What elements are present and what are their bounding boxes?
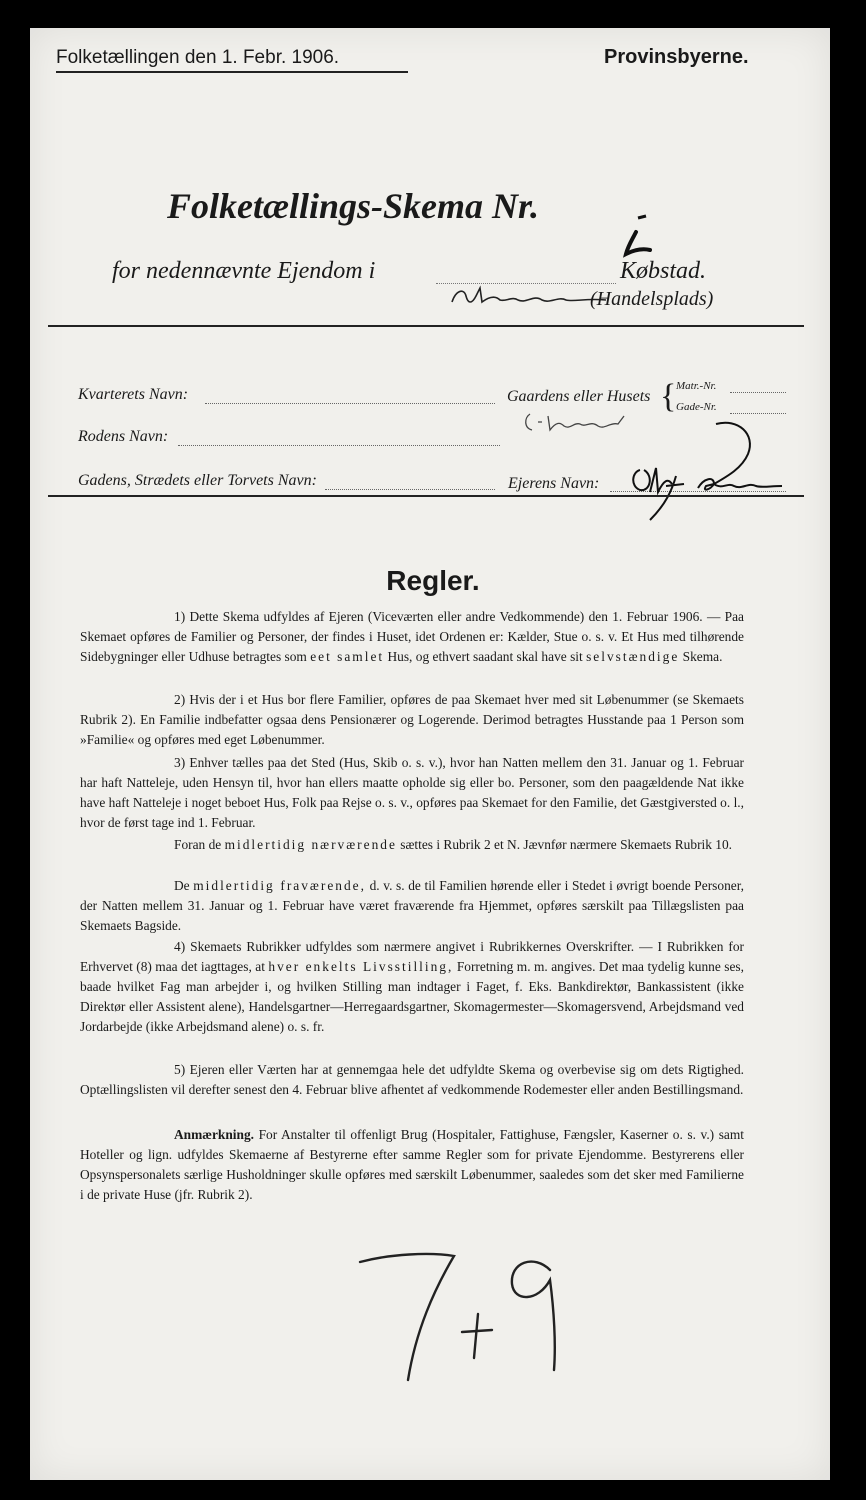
brace-symbol: { [660, 378, 677, 415]
gade-field[interactable] [325, 488, 495, 490]
handwritten-owner-signature [610, 414, 790, 526]
matr-field[interactable] [730, 391, 786, 393]
rule-4 [80, 937, 744, 1037]
rule-3-absent-text-b: d. v. s. de til Familien hørende eller i Stedet i øvrigt boende Personer, der Natten mellem 31. Januar og 1. Februar have været fraværende fra Hjemmet, opføres særskilt paa Tillægslisten paa Skemaets Bagside. [80, 878, 744, 933]
rule-1 [80, 607, 744, 667]
form-subtitle: for nedennævnte Ejendom i [112, 258, 376, 284]
rule-1-text-c: Skema. [682, 649, 723, 664]
handwritten-schema-number [598, 210, 678, 260]
matr-label: Matr.-Nr. [676, 380, 717, 392]
ejer-label: Ejerens Navn: [508, 475, 600, 492]
kvarter-field[interactable] [205, 402, 495, 404]
rule-3-present [80, 835, 744, 855]
handwritten-pencil-number [350, 1240, 580, 1390]
annotation-note [80, 1125, 744, 1205]
header-region: Provinsbyerne. [604, 46, 749, 68]
rule-3: 3) Enhver tælles paa det Sted (Hus, Skib o. s. v.), hvor han Natten mellem den 31. Januar og 1. Februar har haft Natteleje, uden Hensyn til, hvor han ellers maatte opholde sig eller bo. Personer, som den paagældende Nat ikke have haft Natteleje i noget beboet Hus, Folk paa Rejse o. s. v., opføres paa Skemaet for den Familie, det Gæstgiversted o. l., hvor de først tage ind 1. Februar. [80, 755, 744, 830]
annotation-text: For Anstalter til offenligt Brug (Hospitaler, Fattighuse, Fængsler, Kaserner o. s. v.) samt Hoteller og lign. udfyldes Skemaerne af Bestyrerne efter samme Regler som for private Ejendomme. Bestyrerens eller Opsynspersonalets særlige Husholdninger skulle opføres med særskilt Løbenummer, saaledes som det sker med Familierne i de private Huse (jfr. Rubrik 2). [80, 1127, 744, 1202]
rule-3-absent-text: De [174, 878, 190, 893]
rules-heading: Regler. [386, 565, 480, 596]
rule-4-text-b: Forretning m. m. angives. Det maa tydelig kunne ses, baade hvilket Fag man arbejder i, og hvilken Stilling man indtager i Faget, f. Eks. Bankdirektør, Bankassistent (ikke Direktør eller Assistent alene), Handelsgartner—Herregaardsgartner, Skomagermester—Skomagersvend, Arbejdsmand ved Jordarbejde (ikke Arbejdsmand alene) o. s. fr. [80, 959, 744, 1034]
gade-label: Gadens, Strædets eller Torvets Navn: [78, 472, 317, 489]
rule-1-emphasis: eet samlet [310, 649, 385, 664]
rule-3-absent-emphasis: midlertidig fraværende, [193, 878, 366, 893]
rule-1-text: 1) Dette Skema udfyldes af Ejeren (Viceværten eller andre Vedkommende) den 1. Februar 1906. — Paa Skemaet opføres de Familier og Personer, der findes i Huset, idet Ordenen er: Kælder, Stue o. s. v. Et Hus med tilhørende Sidebygninger eller Udhuse betragtes som [80, 609, 744, 664]
rule-2: 2) Hvis der i et Hus bor flere Familier, opføres de paa Skemaet hver med sit Løbenummer (se Skemaets Rubrik 2). En Familie indbefatter ogsaa dens Pensionærer og Logerende. Derimod betragtes Husstande paa 1 Person som »Familie« og opføres med eget Løbenummer. [80, 692, 744, 747]
rule-1-emphasis-b: selvstændige [586, 649, 680, 664]
annotation-label: Anmærkning. [174, 1127, 254, 1142]
rode-field[interactable] [178, 444, 500, 446]
rule-3-present-text: Foran de [174, 837, 222, 852]
form-title: Folketællings-Skema Nr. [167, 186, 540, 226]
rule-3-present-text-b: sættes i Rubrik 2 et N. Jævnfør nærmere Skemaets Rubrik 10. [400, 837, 733, 852]
kobstad-label: Købstad. [620, 258, 707, 284]
rule-4-emphasis: hver enkelts Livsstilling, [268, 959, 454, 974]
rode-label: Rodens Navn: [78, 428, 169, 445]
rule-5: 5) Ejeren eller Værten har at gennemgaa hele det udfyldte Skema og overbevise sig om dets Rigtighed. Optællingslisten vil derefter senest den 4. Februar blive afhentet af vedkommende Rodemester eller anden Bestillingsmand. [80, 1062, 744, 1097]
rule-4-text: 4) Skemaets Rubrikker udfyldes som nærmere angivet i Rubrikkernes Overskrifter. — I Rubrikken for Erhvervet (8) maa det iagttages, at [80, 939, 744, 974]
rule-1-text-b: Hus, og ethvert saadant skal have sit [387, 649, 583, 664]
header-underline [56, 71, 408, 73]
top-divider [48, 325, 804, 327]
gade-nr-label: Gade-Nr. [676, 401, 717, 413]
rule-3-present-emphasis: midlertidig nærværende [224, 837, 397, 852]
kvarter-label: Kvarterets Navn: [78, 386, 189, 403]
gaard-label: Gaardens eller Husets [507, 388, 651, 405]
header-census-date: Folketællingen den 1. Febr. 1906. [56, 47, 340, 68]
bottom-divider [48, 495, 804, 497]
rule-3-absent [80, 876, 744, 936]
handelsplads-label: (Handelsplads) [590, 288, 714, 310]
